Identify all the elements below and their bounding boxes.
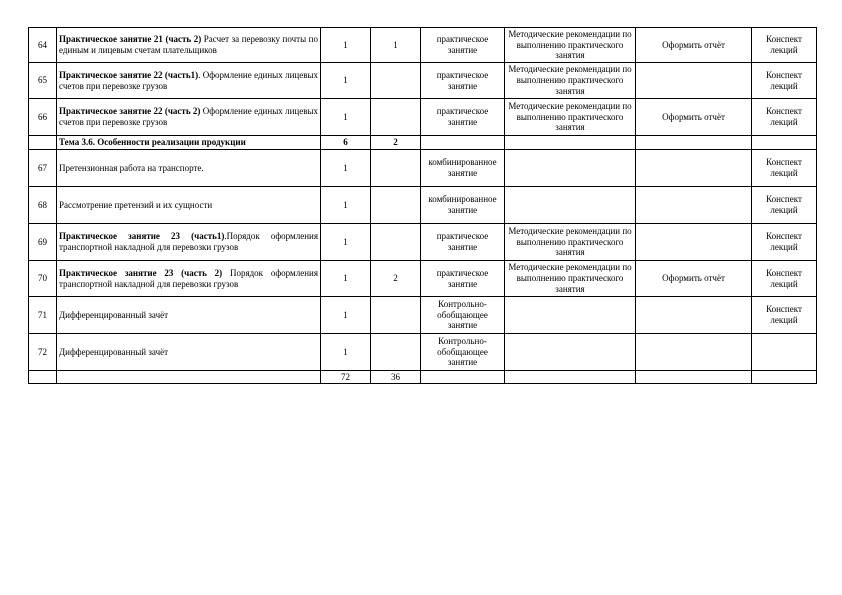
table-row [29, 334, 817, 371]
topic-text: .Порядок оформления транспортной накладной для перевозки грузов [59, 231, 318, 252]
lesson-number: 65 [29, 63, 57, 99]
lesson-type-cell [421, 136, 505, 150]
topic-bold: Практическое занятие 21 (часть 2) [59, 34, 202, 45]
topic-bold: Практическое занятие 23 (часть1) [59, 231, 225, 242]
hours-cell: 6 [321, 136, 371, 150]
totals-empty [752, 371, 817, 384]
methodical-cell: Методические рекомендации по выполнению практического занятия [505, 224, 636, 261]
lesson-number: 66 [29, 99, 57, 136]
self-work-cell [371, 99, 421, 136]
table-row-totals [29, 371, 817, 384]
hours-cell: 1 [321, 187, 371, 224]
table-row-theme [29, 136, 817, 150]
lesson-topic [57, 99, 321, 136]
topic-text: Рассмотрение претензий и их сущности [59, 199, 213, 210]
methodical-cell [505, 334, 636, 371]
table-row [29, 187, 817, 224]
lesson-topic [57, 334, 321, 371]
self-work-cell [371, 187, 421, 224]
lesson-type-cell: Контрольно-обобщающее занятие [421, 297, 505, 334]
table-row [29, 224, 817, 261]
hours-cell: 1 [321, 261, 371, 297]
homework-cell [636, 297, 752, 334]
lesson-type-cell: практическое занятие [421, 261, 505, 297]
lesson-type-cell: комбинированное занятие [421, 150, 505, 187]
lesson-number: 71 [29, 297, 57, 334]
hours-cell: 1 [321, 297, 371, 334]
lesson-topic [57, 187, 321, 224]
methodical-cell [505, 187, 636, 224]
lesson-number: 64 [29, 28, 57, 63]
homework-cell [636, 150, 752, 187]
totals-empty [57, 371, 321, 384]
source-cell: Конспект лекций [752, 150, 817, 187]
lesson-topic [57, 224, 321, 261]
lesson-plan-table [28, 27, 817, 384]
totals-empty [421, 371, 505, 384]
table-row [29, 297, 817, 334]
topic-text: Претензионная работа на транспорте. [59, 162, 204, 173]
totals-empty [29, 371, 57, 384]
homework-cell [636, 63, 752, 99]
methodical-cell: Методические рекомендации по выполнению практического занятия [505, 99, 636, 136]
topic-text: Дифференцированный зачёт [59, 346, 169, 357]
self-work-cell [371, 334, 421, 371]
methodical-cell [505, 150, 636, 187]
lesson-type-cell: практическое занятие [421, 224, 505, 261]
self-work-cell: 1 [371, 28, 421, 63]
homework-cell [636, 187, 752, 224]
lesson-number: 72 [29, 334, 57, 371]
table-row [29, 28, 817, 63]
lesson-topic [57, 261, 321, 297]
source-cell: Конспект лекций [752, 187, 817, 224]
topic-text: Порядок оформления транспортной накладной для перевозки грузов [59, 267, 318, 289]
hours-cell: 1 [321, 63, 371, 99]
lesson-topic [57, 28, 321, 63]
lesson-type-cell: практическое занятие [421, 63, 505, 99]
source-cell: Конспект лекций [752, 261, 817, 297]
hours-cell: 1 [321, 28, 371, 63]
homework-cell: Оформить отчёт [636, 261, 752, 297]
source-cell: Конспект лекций [752, 28, 817, 63]
total-self-work: 36 [371, 371, 421, 384]
methodical-cell [505, 297, 636, 334]
self-work-cell [371, 150, 421, 187]
homework-cell [636, 334, 752, 371]
homework-cell: Оформить отчёт [636, 28, 752, 63]
methodical-cell: Методические рекомендации по выполнению практического занятия [505, 261, 636, 297]
self-work-cell [371, 297, 421, 334]
lesson-number: 69 [29, 224, 57, 261]
topic-bold: Практическое занятие 23 (часть 2) [59, 267, 223, 278]
source-cell [752, 334, 817, 371]
lesson-number: 67 [29, 150, 57, 187]
methodical-cell: Методические рекомендации по выполнению практического занятия [505, 28, 636, 63]
topic-text: Дифференцированный зачёт [59, 309, 169, 320]
topic-bold: Практическое занятие 22 (часть 2) [59, 106, 201, 117]
total-hours: 72 [321, 371, 371, 384]
homework-cell [636, 136, 752, 150]
table-row [29, 150, 817, 187]
source-cell: Конспект лекций [752, 224, 817, 261]
lesson-topic [57, 297, 321, 334]
lesson-type-cell: Контрольно-обобщающее занятие [421, 334, 505, 371]
topic-text: Оформление единых лицевых счетов при перевозке грузов [59, 106, 318, 127]
hours-cell: 1 [321, 99, 371, 136]
table-row [29, 63, 817, 99]
lesson-topic [57, 63, 321, 99]
source-cell: Конспект лекций [752, 297, 817, 334]
lesson-type-cell: комбинированное занятие [421, 187, 505, 224]
lesson-topic [57, 150, 321, 187]
source-cell [752, 136, 817, 150]
table-row [29, 99, 817, 136]
self-work-cell [371, 63, 421, 99]
methodical-cell: Методические рекомендации по выполнению практического занятия [505, 63, 636, 99]
totals-empty [636, 371, 752, 384]
hours-cell: 1 [321, 224, 371, 261]
lesson-type-cell: практическое занятие [421, 28, 505, 63]
topic-text: . Оформление единых лицевых счетов при перевозке грузов [59, 69, 318, 91]
source-cell: Конспект лекций [752, 99, 817, 136]
self-work-cell [371, 224, 421, 261]
totals-empty [505, 371, 636, 384]
lesson-number: 70 [29, 261, 57, 297]
topic-bold: Практическое занятие 22 (часть1) [59, 69, 199, 80]
topic-text: Расчет за перевозку почты по единым и лицевым счетам плательщиков [59, 34, 318, 55]
lesson-type-cell: практическое занятие [421, 99, 505, 136]
hours-cell: 1 [321, 334, 371, 371]
homework-cell [636, 224, 752, 261]
methodical-cell [505, 136, 636, 150]
source-cell: Конспект лекций [752, 63, 817, 99]
homework-cell: Оформить отчёт [636, 99, 752, 136]
lesson-number: 68 [29, 187, 57, 224]
self-work-cell: 2 [371, 261, 421, 297]
hours-cell: 1 [321, 150, 371, 187]
table-row [29, 261, 817, 297]
lesson-number [29, 136, 57, 150]
theme-title: Тема 3.6. Особенности реализации продукции [57, 136, 321, 150]
self-work-cell: 2 [371, 136, 421, 150]
